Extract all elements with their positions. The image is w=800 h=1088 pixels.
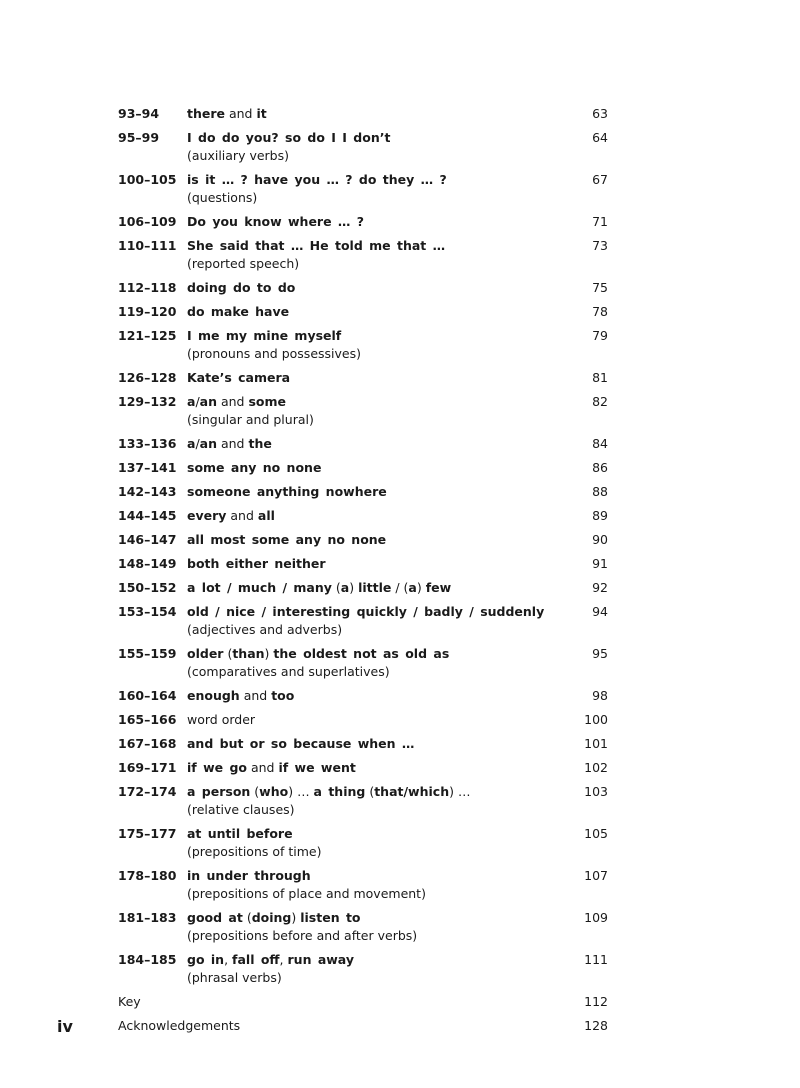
toc-entry: [118, 483, 608, 507]
entry-content: [187, 603, 608, 639]
entry-title: [187, 825, 608, 843]
title-segment: older: [187, 646, 224, 661]
entry-content: [187, 909, 608, 945]
entry-title: [187, 759, 608, 777]
title-segment: doing: [251, 910, 292, 925]
title-segment: some: [248, 394, 286, 409]
title-segment: an: [199, 436, 217, 451]
entry-page-number: 128: [584, 1018, 608, 1033]
unit-range: 169–171: [118, 760, 177, 775]
entry-content: [187, 459, 608, 477]
toc-entry: [118, 171, 608, 213]
unit-range: 112–118: [118, 280, 177, 295]
title-segment: all most some any no none: [187, 532, 387, 547]
title-segment: listen to: [300, 910, 361, 925]
entry-title: [187, 213, 608, 231]
title-segment: that/which: [374, 784, 450, 799]
title-segment: someone anything nowhere: [187, 484, 387, 499]
entry-title: [187, 435, 608, 453]
title-segment: Key: [118, 994, 141, 1009]
unit-range: 100–105: [118, 172, 177, 187]
title-segment: ,: [279, 952, 288, 967]
title-segment: ): [349, 580, 359, 595]
toc-entry: [118, 993, 608, 1017]
entry-content: [187, 531, 608, 549]
title-segment: run away: [287, 952, 354, 967]
entry-page-number: 103: [584, 784, 608, 799]
title-segment: a: [187, 436, 196, 451]
title-segment: ) …: [288, 784, 314, 799]
title-segment: ): [264, 646, 274, 661]
title-segment: in under through: [187, 868, 311, 883]
entry-subtitle: (prepositions of place and movement): [187, 886, 426, 901]
unit-range: 121–125: [118, 328, 177, 343]
entry-page-number: 81: [592, 370, 608, 385]
entry-content: [187, 579, 608, 597]
entry-page-number: 91: [592, 556, 608, 571]
entry-content: [187, 129, 608, 165]
unit-range: 178–180: [118, 868, 177, 883]
entry-page-number: 63: [592, 106, 608, 121]
entry-page-number: 73: [592, 238, 608, 253]
title-segment: who: [259, 784, 289, 799]
title-segment: a lot / much / many: [187, 580, 332, 595]
title-segment: both either neither: [187, 556, 326, 571]
title-segment: go in: [187, 952, 225, 967]
toc-entry: [118, 711, 608, 735]
entry-subtitle: (questions): [187, 190, 258, 205]
unit-range: 93–94: [118, 106, 160, 121]
title-segment: She said that … He told me that …: [187, 238, 446, 253]
title-segment: and but or so because when …: [187, 736, 415, 751]
unit-range: 133–136: [118, 436, 177, 451]
title-segment: a: [408, 580, 417, 595]
title-segment: Do you know where … ?: [187, 214, 365, 229]
entry-title: [187, 951, 608, 969]
unit-range: 106–109: [118, 214, 177, 229]
entry-title: [187, 129, 608, 147]
toc-entry: [118, 327, 608, 369]
entry-page-number: 82: [592, 394, 608, 409]
entry-subtitle: (singular and plural): [187, 412, 314, 427]
unit-range: 172–174: [118, 784, 177, 799]
entry-title: [187, 369, 608, 387]
title-segment: an: [199, 394, 217, 409]
entry-content: [187, 237, 608, 273]
table-of-contents: [118, 105, 608, 1041]
title-segment: and: [239, 688, 272, 703]
title-segment: enough: [187, 688, 240, 703]
title-segment: and: [217, 394, 249, 409]
unit-range: 110–111: [118, 238, 177, 253]
title-segment: /: [195, 436, 200, 451]
title-segment: if we go: [187, 760, 247, 775]
title-segment: (: [242, 910, 252, 925]
unit-range: 146–147: [118, 532, 177, 547]
entry-content: [187, 303, 608, 321]
title-segment: do make have: [187, 304, 290, 319]
title-segment: fall off: [232, 952, 280, 967]
entry-content: [187, 783, 608, 819]
title-segment: and: [217, 436, 249, 451]
toc-entry: [118, 213, 608, 237]
title-segment: doing do to do: [187, 280, 296, 295]
entry-content: [187, 279, 608, 297]
entry-content: [187, 435, 608, 453]
entry-title: [187, 171, 608, 189]
title-segment: all: [257, 508, 275, 523]
entry-subtitle: (adjectives and adverbs): [187, 622, 343, 637]
title-segment: too: [271, 688, 295, 703]
title-segment: (: [223, 646, 233, 661]
toc-entry: [118, 1017, 608, 1041]
title-segment: I me my mine myself: [187, 328, 342, 343]
entry-subtitle: (relative clauses): [187, 802, 295, 817]
entry-title: [187, 579, 608, 597]
entry-page-number: 98: [592, 688, 608, 703]
entry-page-number: 101: [584, 736, 608, 751]
title-segment: than: [232, 646, 265, 661]
title-segment: is it … ? have you … ? do they … ?: [187, 172, 447, 187]
entry-subtitle: (prepositions of time): [187, 844, 322, 859]
entry-title: [187, 459, 608, 477]
title-segment: a thing: [313, 784, 366, 799]
entry-subtitle: (auxiliary verbs): [187, 148, 289, 163]
title-segment: if we went: [278, 760, 356, 775]
toc-entry: [118, 825, 608, 867]
entry-title: [118, 993, 608, 1011]
entry-content: [187, 369, 608, 387]
entry-page-number: 88: [592, 484, 608, 499]
entry-title: [187, 909, 608, 927]
entry-page-number: 95: [592, 646, 608, 661]
title-segment: at until before: [187, 826, 293, 841]
entry-content: [187, 687, 608, 705]
entry-page-number: 90: [592, 532, 608, 547]
entry-page-number: 84: [592, 436, 608, 451]
toc-entry: [118, 531, 608, 555]
unit-range: 137–141: [118, 460, 177, 475]
unit-range: 181–183: [118, 910, 177, 925]
toc-entry: [118, 129, 608, 171]
entry-page-number: 75: [592, 280, 608, 295]
entry-subtitle: (comparatives and superlatives): [187, 664, 390, 679]
entry-content: [187, 213, 608, 231]
entry-page-number: 107: [584, 868, 608, 883]
title-segment: word order: [187, 712, 256, 727]
toc-entry: [118, 435, 608, 459]
entry-subtitle: (pronouns and possessives): [187, 346, 361, 361]
toc-entry: [118, 645, 608, 687]
unit-range: 142–143: [118, 484, 177, 499]
toc-entry: [118, 507, 608, 531]
title-segment: / (: [391, 580, 409, 595]
entry-subtitle: (prepositions before and after verbs): [187, 928, 418, 943]
unit-range: 148–149: [118, 556, 177, 571]
title-segment: and: [247, 760, 279, 775]
entry-page-number: 89: [592, 508, 608, 523]
entry-title: [187, 867, 608, 885]
entry-content: [187, 867, 608, 903]
toc-entry: [118, 687, 608, 711]
title-segment: good at: [187, 910, 243, 925]
entry-content: [187, 951, 608, 987]
title-segment: the oldest not as old as: [273, 646, 450, 661]
toc-entry: [118, 279, 608, 303]
title-segment: a person: [187, 784, 251, 799]
title-segment: I do do you? so do I I don’t: [187, 130, 391, 145]
entry-content: [187, 759, 608, 777]
title-segment: (: [250, 784, 260, 799]
entry-title: [187, 279, 608, 297]
toc-entry: [118, 951, 608, 993]
entry-title: [187, 105, 608, 123]
unit-range: 95–99: [118, 130, 160, 145]
entry-title: [187, 327, 608, 345]
entry-title: [187, 303, 608, 321]
title-segment: Acknowledgements: [118, 1018, 241, 1033]
entry-title: [187, 645, 608, 663]
entry-content: [187, 105, 608, 123]
title-segment: /: [195, 394, 200, 409]
entry-page-number: 78: [592, 304, 608, 319]
entry-content: [187, 735, 608, 753]
entry-title: [187, 483, 608, 501]
entry-content: [187, 825, 608, 861]
entry-content: [187, 555, 608, 573]
entry-title: [187, 531, 608, 549]
entry-page-number: 94: [592, 604, 608, 619]
toc-entry: [118, 303, 608, 327]
title-segment: old / nice / interesting quickly / badly / suddenly: [187, 604, 545, 619]
toc-entry: [118, 735, 608, 759]
title-segment: every: [187, 508, 227, 523]
entry-content: [187, 483, 608, 501]
entry-title: [187, 603, 608, 621]
unit-range: 160–164: [118, 688, 177, 703]
entry-page-number: 112: [584, 994, 608, 1009]
toc-entry: [118, 603, 608, 645]
toc-entry: [118, 555, 608, 579]
entry-title: [187, 735, 608, 753]
toc-entry: [118, 237, 608, 279]
unit-range: 165–166: [118, 712, 177, 727]
title-segment: some any no none: [187, 460, 322, 475]
title-segment: ,: [224, 952, 233, 967]
toc-entry: [118, 105, 608, 129]
entry-subtitle: (phrasal verbs): [187, 970, 282, 985]
entry-page-number: 71: [592, 214, 608, 229]
unit-range: 119–120: [118, 304, 177, 319]
toc-entry: [118, 459, 608, 483]
title-segment: and: [226, 508, 258, 523]
entry-page-number: 92: [592, 580, 608, 595]
entry-title: [187, 237, 608, 255]
title-segment: little: [358, 580, 392, 595]
toc-entry: [118, 393, 608, 435]
unit-range: 155–159: [118, 646, 177, 661]
entry-title: [187, 711, 608, 729]
entry-content: [118, 1017, 608, 1035]
title-segment: a: [340, 580, 350, 595]
entry-title: [118, 1017, 608, 1035]
entry-title: [187, 393, 608, 411]
entry-content: [187, 645, 608, 681]
entry-page-number: 67: [592, 172, 608, 187]
unit-range: 126–128: [118, 370, 177, 385]
page-number: iv: [57, 1017, 73, 1036]
entry-page-number: 105: [584, 826, 608, 841]
entry-page-number: 109: [584, 910, 608, 925]
entry-content: [187, 393, 608, 429]
title-segment: ): [416, 580, 426, 595]
unit-range: 167–168: [118, 736, 177, 751]
title-segment: and: [225, 106, 257, 121]
entry-page-number: 100: [584, 712, 608, 727]
entry-page-number: 86: [592, 460, 608, 475]
unit-range: 129–132: [118, 394, 177, 409]
title-segment: (: [365, 784, 375, 799]
entry-page-number: 111: [584, 952, 608, 967]
entry-content: [187, 327, 608, 363]
entry-title: [187, 783, 608, 801]
unit-range: 153–154: [118, 604, 177, 619]
entry-page-number: 79: [592, 328, 608, 343]
entry-title: [187, 687, 608, 705]
title-segment: Kate’s camera: [187, 370, 291, 385]
title-segment: a: [187, 394, 196, 409]
unit-range: 175–177: [118, 826, 177, 841]
toc-entry: [118, 579, 608, 603]
toc-entry: [118, 783, 608, 825]
toc-entry: [118, 369, 608, 393]
entry-subtitle: (reported speech): [187, 256, 300, 271]
title-segment: it: [256, 106, 267, 121]
title-segment: the: [248, 436, 272, 451]
entry-content: [187, 711, 608, 729]
entry-title: [187, 507, 608, 525]
title-segment: there: [187, 106, 225, 121]
entry-content: [187, 507, 608, 525]
unit-range: 144–145: [118, 508, 177, 523]
title-segment: ) …: [449, 784, 471, 799]
title-segment: few: [425, 580, 452, 595]
toc-entry: [118, 909, 608, 951]
entry-content: [187, 171, 608, 207]
entry-page-number: 64: [592, 130, 608, 145]
unit-range: 184–185: [118, 952, 177, 967]
entry-page-number: 102: [584, 760, 608, 775]
entry-content: [118, 993, 608, 1011]
title-segment: (: [331, 580, 341, 595]
title-segment: ): [291, 910, 301, 925]
toc-entry: [118, 867, 608, 909]
toc-entry: [118, 759, 608, 783]
unit-range: 150–152: [118, 580, 177, 595]
entry-title: [187, 555, 608, 573]
